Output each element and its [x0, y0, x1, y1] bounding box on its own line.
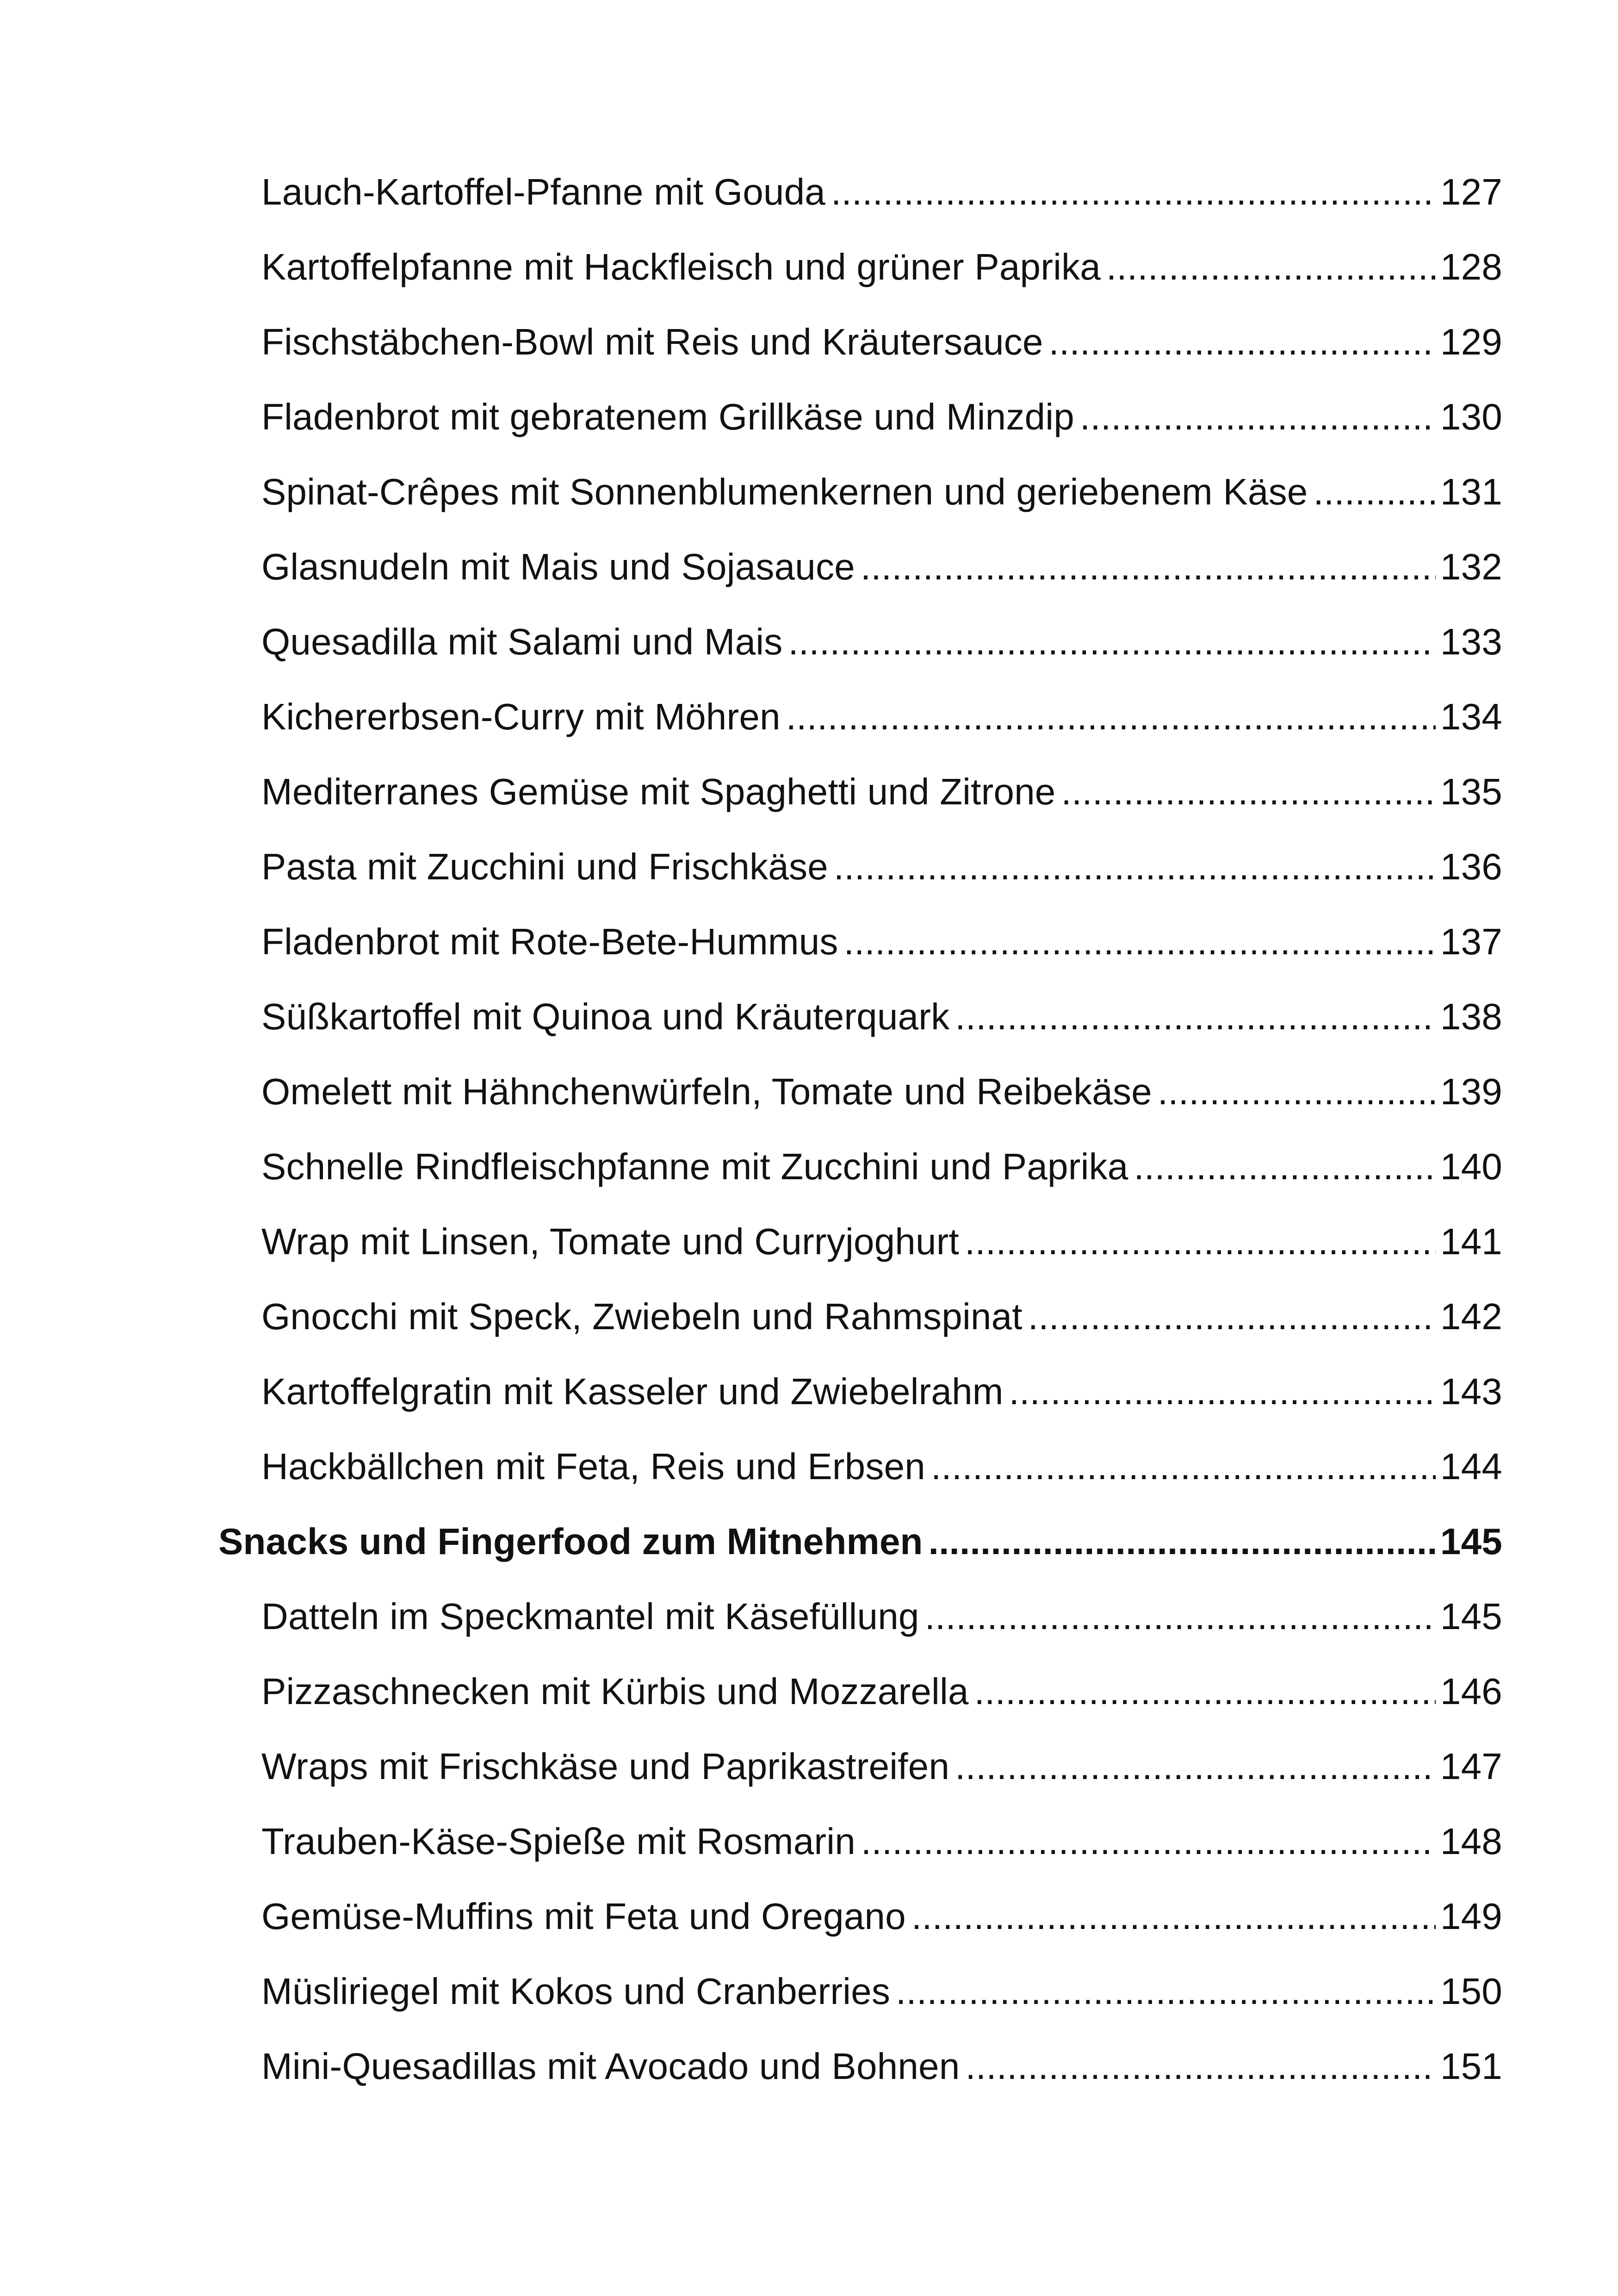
- toc-entry-page: 145: [1440, 1596, 1502, 1637]
- toc-entry-page: 150: [1440, 1971, 1502, 2012]
- toc-entry-page: 127: [1440, 171, 1502, 212]
- toc-dot-leader: [965, 2034, 1435, 2099]
- toc-entry[interactable]: [261, 684, 1502, 749]
- toc-entry-page: 128: [1440, 246, 1502, 287]
- toc-entry-page: 144: [1440, 1446, 1502, 1487]
- toc-dot-leader: [831, 160, 1436, 224]
- toc-entry-title: Omelett mit Hähnchenwürfeln, Tomate und Reibekäse: [261, 1071, 1152, 1112]
- toc-entry[interactable]: [261, 235, 1502, 299]
- toc-entry-page: 149: [1440, 1896, 1502, 1937]
- toc-entry[interactable]: [261, 909, 1502, 974]
- toc-entry-title: Mediterranes Gemüse mit Spaghetti und Zitrone: [261, 771, 1056, 812]
- toc-entry-title: Wraps mit Frischkäse und Paprikastreifen: [261, 1746, 950, 1787]
- toc-entry-title: Süßkartoffel mit Quinoa und Kräuterquark: [261, 996, 950, 1037]
- toc-entry-page: 143: [1440, 1371, 1502, 1412]
- toc-entry[interactable]: [261, 1059, 1502, 1124]
- toc-entry-title: Fladenbrot mit Rote-Bete-Hummus: [261, 921, 838, 962]
- toc-entry-title: Müsliriegel mit Kokos und Cranberries: [261, 1971, 891, 2012]
- toc-entry-title: Kartoffelgratin mit Kasseler und Zwiebelrahm: [261, 1371, 1004, 1412]
- toc-entry[interactable]: [261, 1284, 1502, 1349]
- toc-dot-leader: [1106, 235, 1436, 299]
- toc-section-heading[interactable]: [218, 1509, 1502, 1574]
- toc-dot-leader: [955, 1734, 1436, 1799]
- toc-entry-page: 134: [1440, 696, 1502, 737]
- toc-entry[interactable]: [261, 610, 1502, 674]
- toc-entry[interactable]: [261, 460, 1502, 524]
- toc-dot-leader: [861, 535, 1436, 599]
- toc-entry-title: Pasta mit Zucchini und Frischkäse: [261, 846, 828, 887]
- toc-entry[interactable]: [261, 1659, 1502, 1724]
- toc-dot-leader: [861, 1809, 1436, 1874]
- toc-entry-title: Gemüse-Muffins mit Feta und Oregano: [261, 1896, 906, 1937]
- toc-dot-leader: [1009, 1359, 1436, 1424]
- toc-entry-title: Fischstäbchen-Bowl mit Reis und Kräutersauce: [261, 321, 1043, 362]
- toc-entry[interactable]: [261, 2034, 1502, 2099]
- toc-entry[interactable]: [261, 984, 1502, 1049]
- toc-entry-page: 146: [1440, 1671, 1502, 1712]
- toc-dot-leader: [1028, 1284, 1436, 1349]
- toc-entry-page: 151: [1440, 2046, 1502, 2087]
- toc-entry-page: 139: [1440, 1071, 1502, 1112]
- toc-entry[interactable]: [261, 160, 1502, 224]
- toc-entry-title: Mini-Quesadillas mit Avocado und Bohnen: [261, 2046, 960, 2087]
- toc-entry-page: 137: [1440, 921, 1502, 962]
- toc-dot-leader: [896, 1959, 1436, 2024]
- toc-entry-title: Quesadilla mit Salami und Mais: [261, 621, 783, 662]
- toc-dot-leader: [1313, 460, 1435, 524]
- toc-dot-leader: [1158, 1059, 1436, 1124]
- toc-dot-leader: [955, 984, 1436, 1049]
- toc-dot-leader: [834, 834, 1436, 899]
- toc-entry[interactable]: [261, 1134, 1502, 1199]
- toc-entry[interactable]: [261, 1809, 1502, 1874]
- toc-entry[interactable]: [261, 1884, 1502, 1949]
- toc-entry-page: 148: [1440, 1821, 1502, 1862]
- toc-dot-leader: [965, 1209, 1436, 1274]
- toc-entry-title: Trauben-Käse-Spieße mit Rosmarin: [261, 1821, 855, 1862]
- toc-entry-title: Hackbällchen mit Feta, Reis und Erbsen: [261, 1446, 925, 1487]
- toc-entry-title: Kichererbsen-Curry mit Möhren: [261, 696, 781, 737]
- toc-entry-title: Fladenbrot mit gebratenem Grillkäse und Minzdip: [261, 396, 1074, 437]
- toc-dot-leader: [1049, 310, 1436, 374]
- toc-entry-title: Wrap mit Linsen, Tomate und Curryjoghurt: [261, 1221, 959, 1262]
- toc-dot-leader: [931, 1434, 1436, 1499]
- toc-entry[interactable]: [261, 834, 1502, 899]
- toc-entry[interactable]: [261, 1359, 1502, 1424]
- toc-entry[interactable]: [261, 1584, 1502, 1649]
- toc-entry[interactable]: [261, 1959, 1502, 2024]
- toc-entry-page: 131: [1440, 471, 1502, 512]
- toc-entry-title: Schnelle Rindfleischpfanne mit Zucchini und Paprika: [261, 1146, 1128, 1187]
- toc-dot-leader: [786, 684, 1436, 749]
- toc-entry[interactable]: [261, 535, 1502, 599]
- toc-dot-leader: [974, 1659, 1436, 1724]
- toc-dot-leader: [911, 1884, 1436, 1949]
- toc-entry-page: 136: [1440, 846, 1502, 887]
- toc-entry-title: Datteln im Speckmantel mit Käsefüllung: [261, 1596, 919, 1637]
- toc-entry-page: 138: [1440, 996, 1502, 1037]
- toc-entry-page: 133: [1440, 621, 1502, 662]
- toc-entry-page: 141: [1440, 1221, 1502, 1262]
- toc-entry-page: 129: [1440, 321, 1502, 362]
- toc-entry-title: Lauch-Kartoffel-Pfanne mit Gouda: [261, 171, 825, 212]
- toc-entry-page: 130: [1440, 396, 1502, 437]
- toc-entry[interactable]: [261, 1434, 1502, 1499]
- toc-entry-title: Gnocchi mit Speck, Zwiebeln und Rahmspinat: [261, 1296, 1023, 1337]
- toc-entry-title: Kartoffelpfanne mit Hackfleisch und grüner Paprika: [261, 246, 1101, 287]
- toc-entry-title: Glasnudeln mit Mais und Sojasauce: [261, 546, 855, 587]
- toc-dot-leader: [929, 1509, 1436, 1574]
- toc-entry[interactable]: [261, 385, 1502, 449]
- toc-entry-page: 147: [1440, 1746, 1502, 1787]
- toc-entry[interactable]: [261, 1734, 1502, 1799]
- toc-entry-page: 135: [1440, 771, 1502, 812]
- toc-entry[interactable]: [261, 759, 1502, 824]
- toc-dot-leader: [925, 1584, 1436, 1649]
- toc-entry-title: Spinat-Crêpes mit Sonnenblumenkernen und geriebenem Käse: [261, 471, 1308, 512]
- toc-dot-leader: [1134, 1134, 1435, 1199]
- toc-dot-leader: [844, 909, 1436, 974]
- toc-entry[interactable]: [261, 1209, 1502, 1274]
- toc-entry-title: Pizzaschnecken mit Kürbis und Mozzarella: [261, 1671, 969, 1712]
- toc-dot-leader: [788, 610, 1435, 674]
- toc-entry-page: 132: [1440, 546, 1502, 587]
- toc-dot-leader: [1080, 385, 1436, 449]
- toc-entry-title: Snacks und Fingerfood zum Mitnehmen: [218, 1521, 923, 1562]
- toc-entry-page: 140: [1440, 1146, 1502, 1187]
- toc-dot-leader: [1061, 759, 1436, 824]
- toc-entry-page: 145: [1440, 1521, 1502, 1562]
- toc-entry[interactable]: [261, 310, 1502, 374]
- toc-entry-page: 142: [1440, 1296, 1502, 1337]
